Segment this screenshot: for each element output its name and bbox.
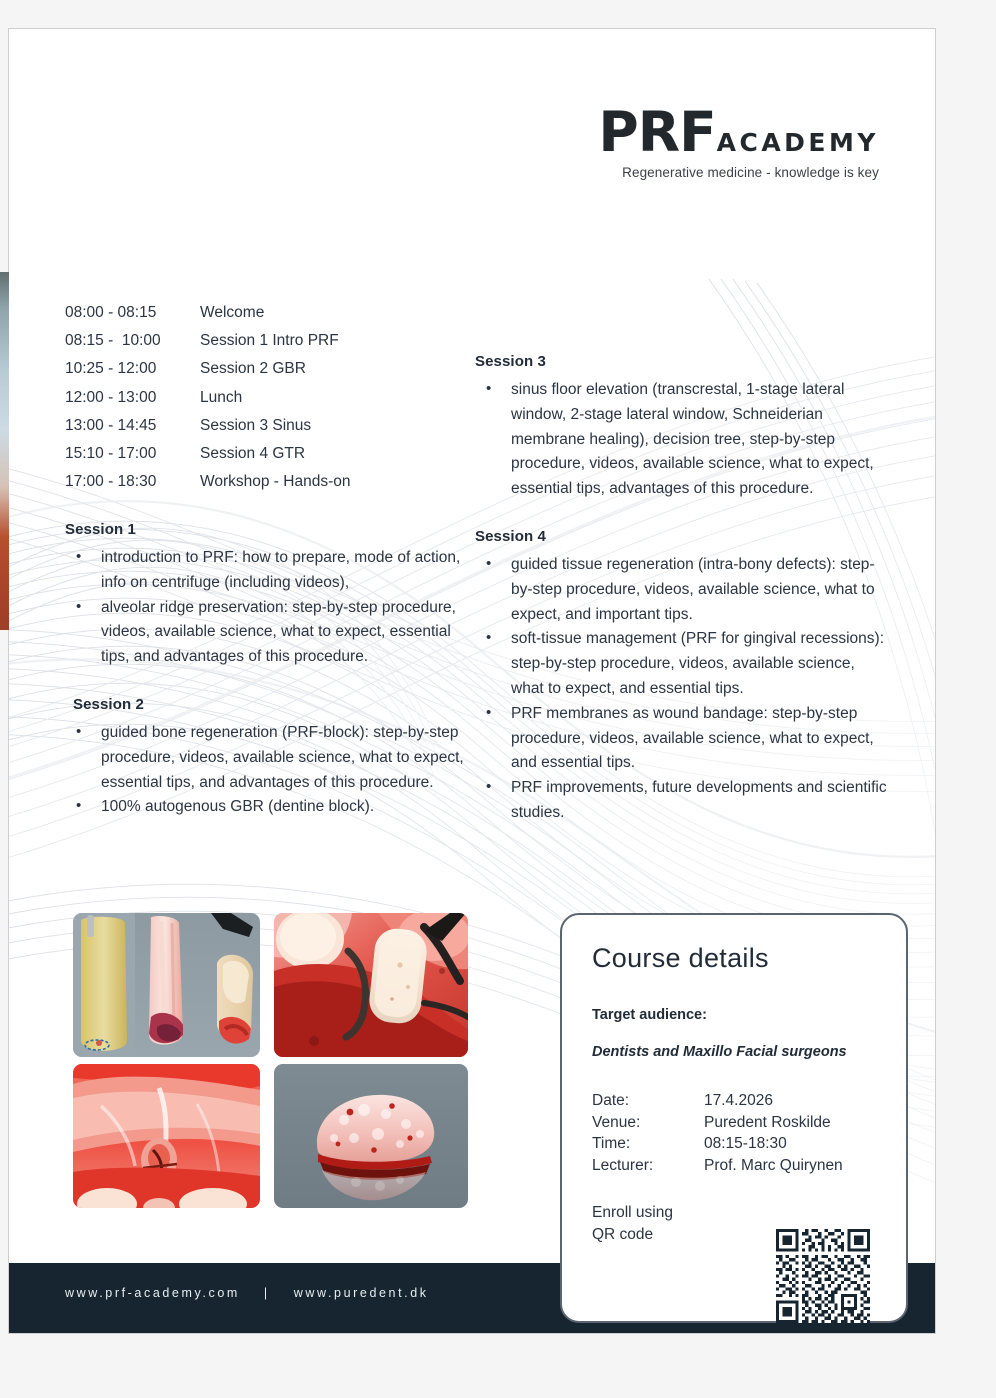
session-2-bullets xyxy=(65,721,465,820)
left-edge-gradient-stripe xyxy=(0,272,9,630)
table-row xyxy=(592,1133,876,1155)
list-item: • soft-tissue management (PRF for gingival recessions): step-by-step procedure, videos, available science, what to expect, and essential tips. xyxy=(475,627,887,701)
prf-academy-logo xyxy=(598,100,879,180)
list-item: • guided tissue regeneration (intra-bony defects): step-by-step procedure, videos, available science, what to expect, and important tips. xyxy=(475,553,887,627)
session-4-heading: Session 4 xyxy=(475,527,546,545)
schedule-row xyxy=(65,355,350,383)
session-2-heading: Session 2 xyxy=(73,695,144,713)
clinical-photo-1 xyxy=(73,913,260,1057)
time-label: Time: xyxy=(592,1135,631,1152)
schedule-row xyxy=(65,327,350,355)
schedule-time: 10:25 - 12:00 xyxy=(65,360,157,378)
logo-wordmark xyxy=(598,100,879,164)
logo-tagline: Regenerative medicine - knowledge is key xyxy=(622,164,879,180)
logo-academy-text: ACADEMY xyxy=(716,127,879,157)
venue-label: Venue: xyxy=(592,1113,641,1131)
clinical-photo-3 xyxy=(73,1064,260,1208)
schedule-activity: Session 1 Intro PRF xyxy=(200,332,339,350)
logo-prf-text: PRF xyxy=(598,100,716,164)
enroll-line-2: QR code xyxy=(592,1225,654,1243)
session-4-block xyxy=(475,528,887,826)
session-2-block xyxy=(65,696,465,820)
venue-value: Puredent Roskilde xyxy=(704,1113,831,1131)
table-row xyxy=(592,1112,876,1134)
list-item: • alveolar ridge preservation: step-by-step procedure, videos, available science, what to expect, essential tips, and advantages of this procedure. xyxy=(65,596,465,670)
schedule-activity: Workshop - Hands-on xyxy=(200,473,351,491)
footer-link-puredent[interactable]: www.puredent.dk xyxy=(293,1286,429,1300)
session-3-block xyxy=(475,353,887,502)
schedule-row xyxy=(65,440,350,468)
list-item: • 100% autogenous GBR (dentine block). xyxy=(65,795,465,820)
schedule-time: 17:00 - 18:30 xyxy=(65,473,157,491)
lecturer-value: Prof. Marc Quirynen xyxy=(704,1156,843,1174)
sessions-right-column xyxy=(475,353,887,826)
session-3-bullets xyxy=(475,378,887,502)
schedule-row xyxy=(65,384,350,412)
session-1-block xyxy=(65,521,465,670)
qr-code[interactable] xyxy=(776,1229,870,1323)
course-schedule xyxy=(65,299,350,496)
clinical-photo-4 xyxy=(274,1064,468,1208)
session-1-bullets xyxy=(65,546,465,670)
list-item: • guided bone regeneration (PRF-block): step-by-step procedure, videos, available science, what to expect, essential tips, and advantages of this procedure. xyxy=(65,721,465,795)
sessions-left-column xyxy=(65,521,465,820)
footer-links xyxy=(65,1286,429,1300)
list-item: • PRF improvements, future developments and scientific studies. xyxy=(475,776,887,826)
list-item: • PRF membranes as wound bandage: step-by-step procedure, videos, available science, what to expect, and essential tips. xyxy=(475,702,887,776)
card-title: Course details xyxy=(592,943,769,973)
clinical-photo-grid xyxy=(73,913,468,1208)
schedule-row xyxy=(65,412,350,440)
flyer-page xyxy=(8,28,936,1334)
footer-link-prf-academy[interactable]: www.prf-academy.com xyxy=(65,1286,240,1300)
table-row xyxy=(592,1090,876,1112)
schedule-time: 12:00 - 13:00 xyxy=(65,388,157,406)
table-row xyxy=(592,1155,876,1177)
schedule-activity: Session 3 Sinus xyxy=(200,416,312,434)
session-4-bullets xyxy=(475,553,887,826)
schedule-row xyxy=(65,299,350,327)
date-value: 17.4.2026 xyxy=(704,1092,773,1109)
spacer xyxy=(475,502,887,528)
clinical-photo-2 xyxy=(274,913,468,1057)
schedule-time: 15:10 - 17:00 xyxy=(65,445,157,463)
course-details-card xyxy=(560,913,908,1323)
list-item: • sinus floor elevation (transcrestal, 1-stage lateral window, 2-stage lateral window, Schneiderian membrane healing), decision tree, step-by-step procedure, videos, available science, what to expect, essential tips, advantages of this procedure. xyxy=(475,378,887,502)
footer-separator: | xyxy=(263,1286,270,1300)
session-1-heading: Session 1 xyxy=(65,521,136,538)
list-item: • introduction to PRF: how to prepare, mode of action, info on centrifuge (including videos), xyxy=(65,546,465,596)
schedule-activity: Welcome xyxy=(200,304,265,321)
schedule-time: 08:15 - 10:00 xyxy=(65,332,161,350)
schedule-activity: Session 2 GBR xyxy=(200,360,306,378)
schedule-activity: Session 4 GTR xyxy=(200,445,306,463)
enroll-line-1: Enroll using xyxy=(592,1204,673,1221)
time-value: 08:15-18:30 xyxy=(704,1135,787,1152)
schedule-row xyxy=(65,468,350,496)
target-audience-label: Target audience: xyxy=(592,1007,707,1023)
session-3-heading: Session 3 xyxy=(475,353,546,370)
target-audience-value: Dentists and Maxillo Facial surgeons xyxy=(592,1044,847,1060)
schedule-time: 08:00 - 08:15 xyxy=(65,304,157,321)
schedule-activity: Lunch xyxy=(200,388,243,406)
date-label: Date: xyxy=(592,1092,630,1109)
schedule-time: 13:00 - 14:45 xyxy=(65,416,157,434)
lecturer-label: Lecturer: xyxy=(592,1156,654,1174)
course-facts-table xyxy=(592,1090,876,1176)
spacer xyxy=(65,670,465,696)
